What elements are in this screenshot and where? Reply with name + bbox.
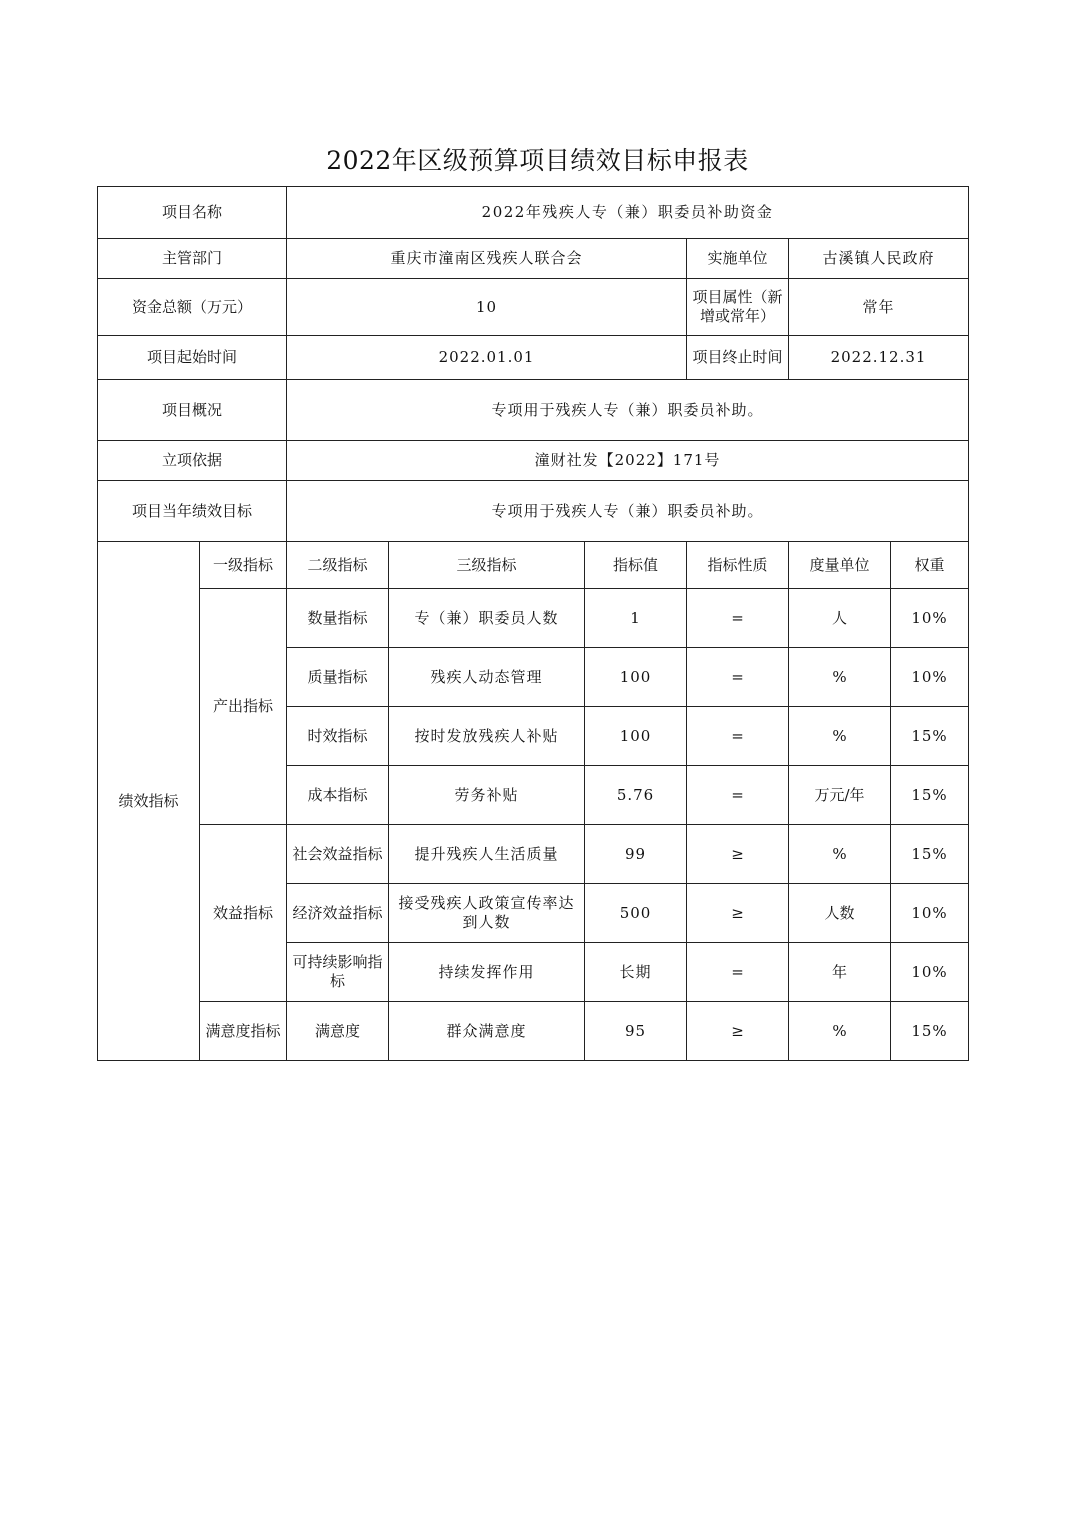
indicator-level3: 接受残疾人政策宣传率达到人数 (389, 884, 585, 943)
indicator-weight: 15% (891, 707, 969, 766)
indicator-nature: ≥ (687, 1002, 789, 1061)
overview-label: 项目概况 (98, 380, 287, 441)
indicator-weight: 10% (891, 884, 969, 943)
indicator-level2: 成本指标 (287, 766, 389, 825)
row-annual-goal (98, 481, 969, 542)
row-basis (98, 441, 969, 481)
project-attribute-value: 常年 (789, 279, 969, 336)
indicator-row (98, 825, 969, 884)
indicator-level2: 社会效益指标 (287, 825, 389, 884)
end-time-value: 2022.12.31 (789, 336, 969, 380)
header-unit: 度量单位 (789, 542, 891, 589)
indicator-unit: % (789, 825, 891, 884)
indicator-unit: 年 (789, 943, 891, 1002)
header-weight: 权重 (891, 542, 969, 589)
annual-goal-label: 项目当年绩效目标 (98, 481, 287, 542)
indicator-level3: 劳务补贴 (389, 766, 585, 825)
end-time-label: 项目终止时间 (687, 336, 789, 380)
indicator-unit: 人数 (789, 884, 891, 943)
indicator-row (98, 1002, 969, 1061)
indicator-level2: 质量指标 (287, 648, 389, 707)
form-title: 2022年区级预算项目绩效目标申报表 (326, 146, 749, 175)
indicator-nature: = (687, 648, 789, 707)
group-output: 产出指标 (200, 589, 287, 825)
implementing-unit-value: 古溪镇人民政府 (789, 239, 969, 279)
header-value: 指标值 (585, 542, 687, 589)
indicator-weight: 10% (891, 943, 969, 1002)
indicator-weight: 10% (891, 648, 969, 707)
indicator-level2: 时效指标 (287, 707, 389, 766)
indicator-value: 长期 (585, 943, 687, 1002)
project-attribute-label: 项目属性（新增或常年） (687, 279, 789, 336)
indicator-unit: % (789, 1002, 891, 1061)
header-level3: 三级指标 (389, 542, 585, 589)
indicator-level3: 提升残疾人生活质量 (389, 825, 585, 884)
indicator-value: 100 (585, 648, 687, 707)
total-funds-label: 资金总额（万元） (98, 279, 287, 336)
department-label: 主管部门 (98, 239, 287, 279)
indicator-unit: % (789, 648, 891, 707)
indicator-nature: = (687, 589, 789, 648)
indicator-value: 95 (585, 1002, 687, 1061)
indicator-value: 500 (585, 884, 687, 943)
indicator-weight: 15% (891, 825, 969, 884)
indicator-level3: 持续发挥作用 (389, 943, 585, 1002)
row-department (98, 239, 969, 279)
indicator-nature: = (687, 943, 789, 1002)
total-funds-value: 10 (287, 279, 687, 336)
indicator-level3: 残疾人动态管理 (389, 648, 585, 707)
indicator-value: 99 (585, 825, 687, 884)
indicator-row (98, 589, 969, 648)
indicator-unit: % (789, 707, 891, 766)
indicator-nature: ≥ (687, 884, 789, 943)
group-satisfaction: 满意度指标 (200, 1002, 287, 1061)
start-time-label: 项目起始时间 (98, 336, 287, 380)
indicator-unit: 人 (789, 589, 891, 648)
header-level2: 二级指标 (287, 542, 389, 589)
row-dates (98, 336, 969, 380)
start-time-value: 2022.01.01 (287, 336, 687, 380)
performance-label: 绩效指标 (98, 542, 200, 1061)
indicator-nature: ≥ (687, 825, 789, 884)
indicator-level2: 可持续影响指标 (287, 943, 389, 1002)
indicator-weight: 15% (891, 766, 969, 825)
header-level1: 一级指标 (200, 542, 287, 589)
group-benefit: 效益指标 (200, 825, 287, 1002)
indicator-level2: 数量指标 (287, 589, 389, 648)
indicator-value: 1 (585, 589, 687, 648)
indicator-weight: 10% (891, 589, 969, 648)
indicator-value: 100 (585, 707, 687, 766)
indicator-nature: = (687, 766, 789, 825)
basis-label: 立项依据 (98, 441, 287, 481)
indicator-level3: 按时发放残疾人补贴 (389, 707, 585, 766)
indicator-unit: 万元/年 (789, 766, 891, 825)
indicator-value: 5.76 (585, 766, 687, 825)
annual-goal-value: 专项用于残疾人专（兼）职委员补助。 (287, 481, 969, 542)
overview-value: 专项用于残疾人专（兼）职委员补助。 (287, 380, 969, 441)
implementing-unit-label: 实施单位 (687, 239, 789, 279)
indicator-header-row (98, 542, 969, 589)
indicator-level3: 群众满意度 (389, 1002, 585, 1061)
indicator-nature: = (687, 707, 789, 766)
row-funds (98, 279, 969, 336)
basis-value: 潼财社发【2022】171号 (287, 441, 969, 481)
row-project-name (98, 187, 969, 239)
header-nature: 指标性质 (687, 542, 789, 589)
project-name-value: 2022年残疾人专（兼）职委员补助资金 (287, 187, 969, 239)
row-overview (98, 380, 969, 441)
indicator-level3: 专（兼）职委员人数 (389, 589, 585, 648)
indicator-weight: 15% (891, 1002, 969, 1061)
department-value: 重庆市潼南区残疾人联合会 (287, 239, 687, 279)
indicator-level2: 经济效益指标 (287, 884, 389, 943)
performance-target-table (97, 186, 969, 1061)
project-name-label: 项目名称 (98, 187, 287, 239)
indicator-level2: 满意度 (287, 1002, 389, 1061)
